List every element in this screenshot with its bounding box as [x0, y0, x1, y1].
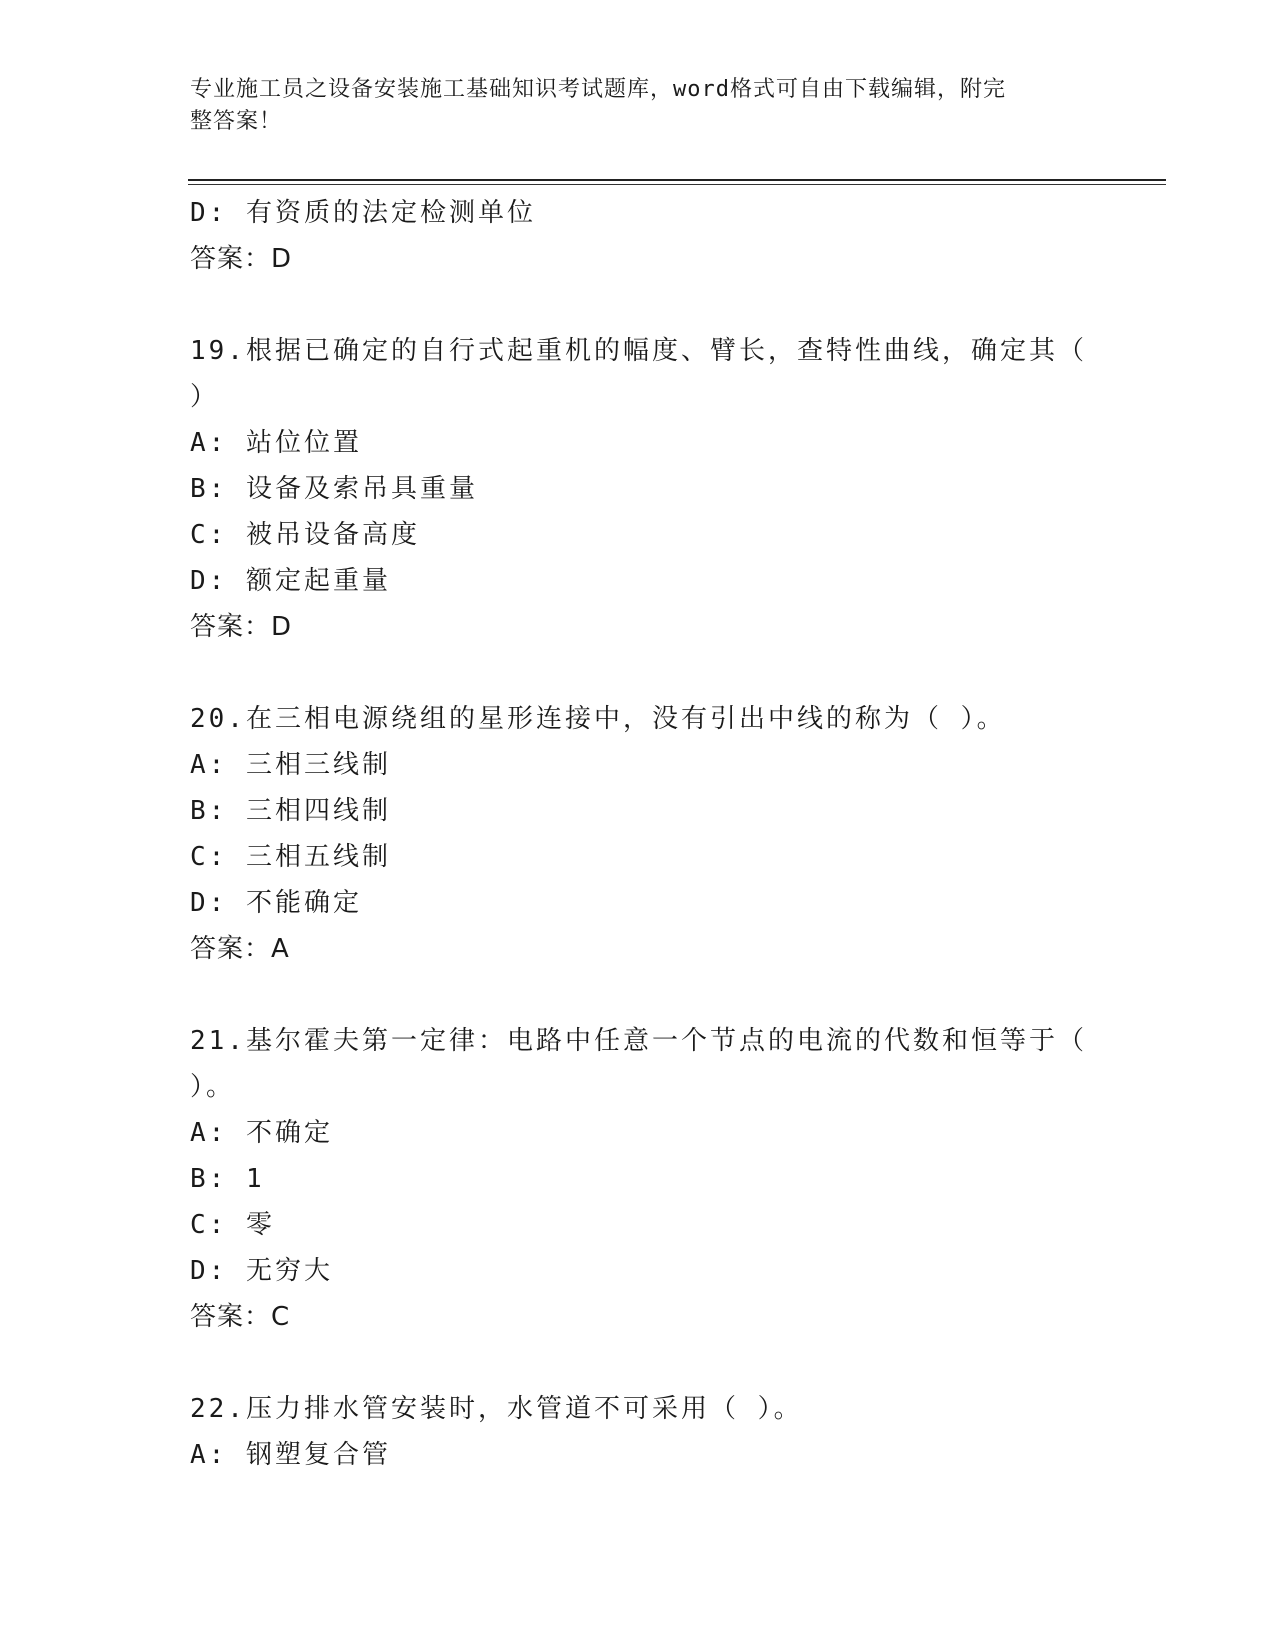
- answer: 答案：C: [190, 1302, 291, 1332]
- question-text-continued: ）。: [190, 1072, 236, 1102]
- answer: 答案：D: [190, 244, 293, 274]
- option-c: C: 零: [190, 1210, 275, 1240]
- answer: 答案：A: [190, 934, 290, 964]
- spacer: [190, 282, 1090, 328]
- previous-question-tail: [190, 190, 1090, 282]
- question-20: [190, 696, 1090, 972]
- answer: 答案：D: [190, 612, 293, 642]
- option-a: A: 站位位置: [190, 428, 362, 458]
- header-line-2: 整答案！: [190, 109, 283, 134]
- question-text: 22.压力排水管安装时，水管道不可采用（ ）。: [190, 1394, 803, 1424]
- header-divider-thin: [188, 184, 1166, 185]
- question-text: 21.基尔霍夫第一定律：电路中任意一个节点的电流的代数和恒等于（: [190, 1026, 1087, 1056]
- option-c: C: 被吊设备高度: [190, 520, 420, 550]
- spacer: [190, 972, 1090, 1018]
- question-text-continued: ）: [190, 382, 220, 412]
- option-a: A: 三相三线制: [190, 750, 391, 780]
- option-b: B: 1: [190, 1164, 265, 1194]
- spacer: [190, 650, 1090, 696]
- option-b: B: 设备及索吊具重量: [190, 474, 478, 504]
- question-21: [190, 1018, 1090, 1340]
- option-d: D: 不能确定: [190, 888, 362, 918]
- option-b: B: 三相四线制: [190, 796, 391, 826]
- option-a: A: 不确定: [190, 1118, 333, 1148]
- option-a: A: 钢塑复合管: [190, 1440, 391, 1470]
- question-22: [190, 1386, 1090, 1478]
- header-divider-thick: [188, 179, 1166, 181]
- question-list: [190, 190, 1090, 1478]
- option-d: D: 无穷大: [190, 1256, 333, 1286]
- option-d: D: 额定起重量: [190, 566, 391, 596]
- header-line-1: 专业施工员之设备安装施工基础知识考试题库，word格式可自由下载编辑，附完: [190, 77, 1006, 102]
- question-text: 20.在三相电源绕组的星形连接中，没有引出中线的称为（ ）。: [190, 704, 1006, 734]
- question-text: 19.根据已确定的自行式起重机的幅度、臂长，查特性曲线，确定其（: [190, 336, 1087, 366]
- option-d: D: 有资质的法定检测单位: [190, 198, 536, 228]
- document-header: [190, 74, 1090, 138]
- question-19: [190, 328, 1090, 650]
- spacer: [190, 1340, 1090, 1386]
- option-c: C: 三相五线制: [190, 842, 391, 872]
